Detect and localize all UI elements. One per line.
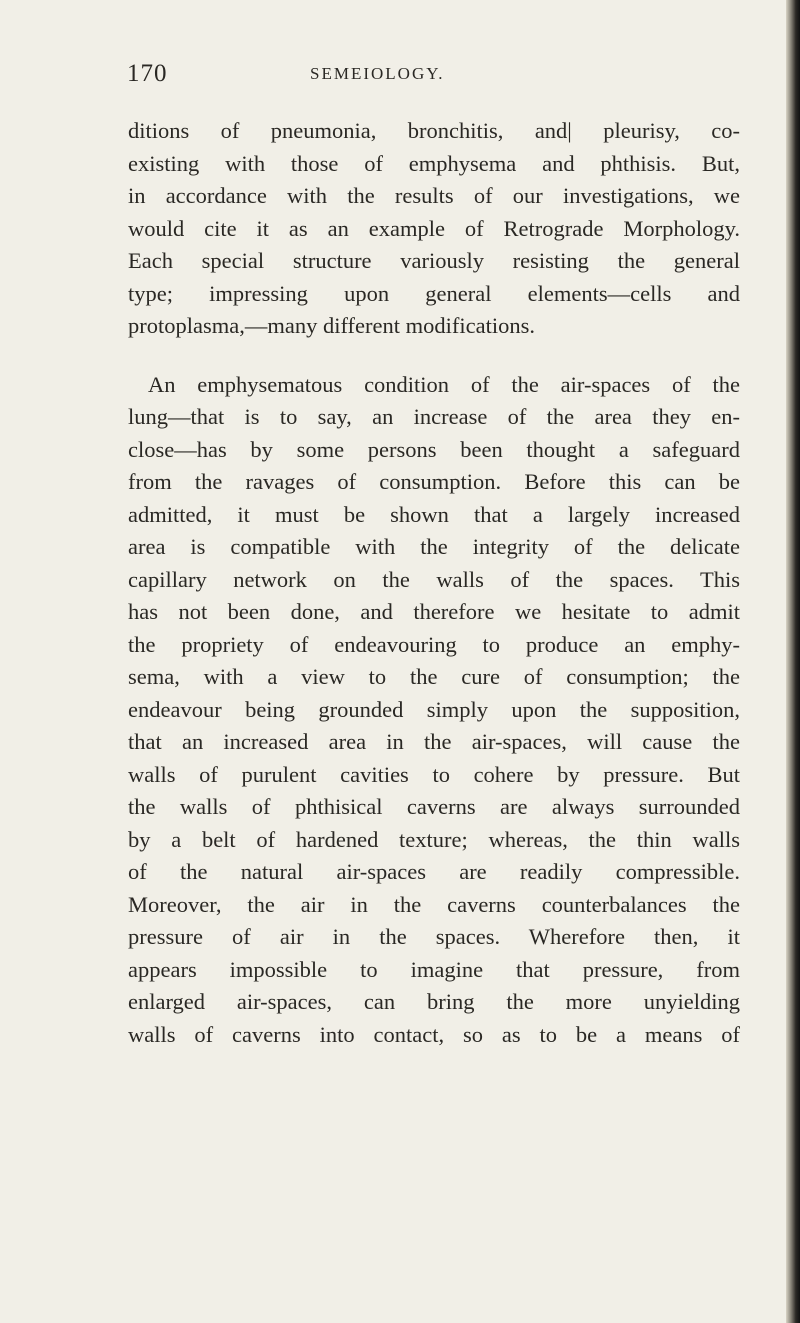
- paragraph: [128, 369, 740, 1052]
- paragraph-gap: [128, 343, 740, 369]
- text-line: area is compatible with the integrity of the delicate: [128, 534, 740, 559]
- text-line: existing with those of emphysema and phthisis. But,: [128, 150, 740, 176]
- paragraph: [128, 115, 740, 343]
- text-line: endeavour being grounded simply upon the supposition,: [128, 696, 740, 722]
- body-text: [128, 115, 740, 1051]
- text-line: of the natural air-spaces are readily compressible.: [128, 859, 740, 884]
- text-line: lung—that is to say, an increase of the area they en-: [128, 404, 740, 429]
- text-line: admitted, it must be shown that a largely increased: [128, 501, 740, 527]
- text-line: Each special structure variously resisting the general: [128, 248, 740, 273]
- text-line: ditions of pneumonia, bronchitis, and| pleurisy, co-: [128, 118, 740, 143]
- running-head: SEMEIOLOGY.: [310, 64, 445, 83]
- text-line: close—has by some persons been thought a safeguard: [128, 436, 740, 462]
- text-line: appears impossible to imagine that pressure, from: [128, 956, 740, 982]
- text-line: has not been done, and therefore we hesitate to admit: [128, 599, 740, 624]
- page-binding-edge: [786, 0, 800, 1323]
- text-line: the walls of phthisical caverns are always surrounded: [128, 794, 740, 819]
- text-line: sema, with a view to the cure of consumption; the: [128, 664, 740, 689]
- page-number: 170: [127, 60, 168, 87]
- text-line: from the ravages of consumption. Before this can be: [128, 469, 740, 494]
- text-line: type; impressing upon general elements—cells and: [128, 280, 740, 306]
- text-line: in accordance with the results of our investigations, we: [128, 183, 740, 208]
- text-line: walls of caverns into contact, so as to be a means of: [128, 1021, 740, 1047]
- text-line: pressure of air in the spaces. Wherefore then, it: [128, 924, 740, 949]
- page-header: [0, 0, 800, 90]
- text-line: An emphysematous condition of the air-spaces of the: [148, 371, 740, 397]
- text-line: Moreover, the air in the caverns counterbalances the: [128, 891, 740, 917]
- text-line: capillary network on the walls of the spaces. This: [128, 566, 740, 592]
- text-line: by a belt of hardened texture; whereas, the thin walls: [128, 826, 740, 852]
- text-line: protoplasma,—many different modifications.: [128, 313, 535, 338]
- text-line: would cite it as an example of Retrograde Morphology.: [128, 215, 740, 241]
- text-line: enlarged air-spaces, can bring the more unyielding: [128, 989, 740, 1014]
- text-line: the propriety of endeavouring to produce an emphy-: [128, 631, 740, 657]
- text-line: that an increased area in the air-spaces, will cause the: [128, 729, 740, 754]
- text-line: walls of purulent cavities to cohere by pressure. But: [128, 761, 740, 787]
